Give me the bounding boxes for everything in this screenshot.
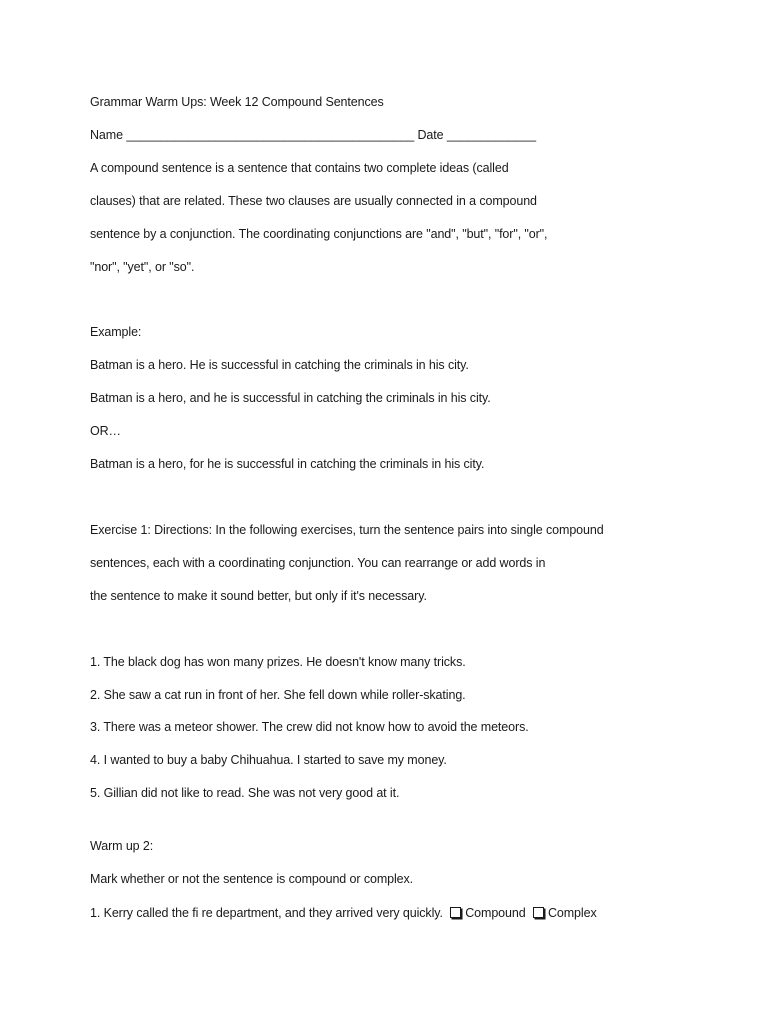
exercise1-directions: Exercise 1: Directions: In the following exercises, turn the sentence pairs into single compound [90, 523, 604, 537]
name-field[interactable]: __________________________________________ [126, 128, 415, 142]
compound-option-label: Compound [465, 906, 526, 920]
example-line: Batman is a hero. He is successful in catching the criminals in his city. [90, 358, 469, 372]
example-line: Batman is a hero, for he is successful in catching the criminals in his city. [90, 457, 485, 471]
exercise-item: 4. I wanted to buy a baby Chihuahua. I started to save my money. [90, 753, 447, 767]
warmup2-instruction: Mark whether or not the sentence is compound or complex. [90, 872, 414, 886]
complex-checkbox[interactable] [533, 907, 544, 918]
warmup2-item [90, 905, 597, 921]
intro-line: clauses) that are related. These two clauses are usually connected in a compound [90, 194, 537, 208]
exercise1-directions: sentences, each with a coordinating conjunction. You can rearrange or add words in [90, 556, 546, 570]
warmup2-item-text: 1. Kerry called the fi re department, and they arrived very quickly. [90, 906, 443, 920]
intro-line: sentence by a conjunction. The coordinating conjunctions are "and", "but", "for", "or", [90, 227, 548, 241]
exercise-item: 2. She saw a cat run in front of her. She fell down while roller-skating. [90, 688, 466, 702]
example-heading: Example: [90, 325, 142, 339]
exercise-item: 3. There was a meteor shower. The crew did not know how to avoid the meteors. [90, 720, 529, 734]
date-field[interactable]: _____________ [446, 128, 536, 142]
intro-line: "nor", "yet", or "so". [90, 260, 195, 274]
example-line: OR… [90, 424, 121, 438]
exercise1-directions: the sentence to make it sound better, but only if it's necessary. [90, 589, 427, 603]
exercise-item: 1. The black dog has won many prizes. He doesn't know many tricks. [90, 655, 466, 669]
example-line: Batman is a hero, and he is successful in catching the criminals in his city. [90, 391, 491, 405]
name-date-line [90, 127, 536, 143]
page-title: Grammar Warm Ups: Week 12 Compound Sentences [90, 95, 384, 109]
name-label: Name [90, 128, 123, 142]
complex-option-label: Complex [547, 906, 597, 920]
intro-line: A compound sentence is a sentence that contains two complete ideas (called [90, 161, 509, 175]
exercise-item: 5. Gillian did not like to read. She was not very good at it. [90, 786, 400, 800]
compound-checkbox[interactable] [450, 907, 461, 918]
date-label: Date [417, 128, 444, 142]
warmup2-heading: Warm up 2: [90, 839, 154, 853]
